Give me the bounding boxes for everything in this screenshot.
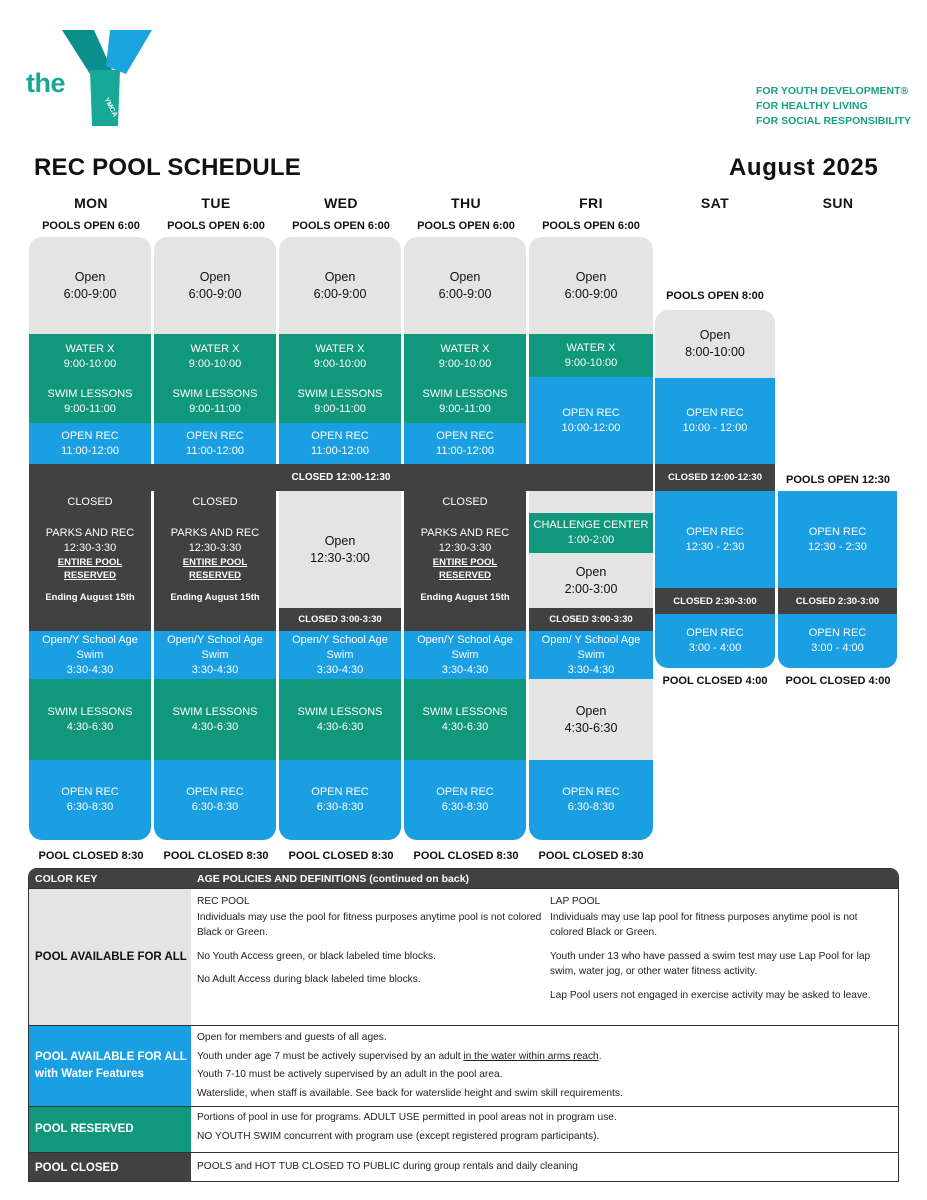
- closed-policy: [197, 1159, 887, 1175]
- block-label: Swim: [451, 648, 479, 661]
- block-closed: [778, 588, 897, 614]
- policy-emphasis: in the water within arms reach: [463, 1050, 599, 1062]
- block-label: SWIM LESSONS: [47, 705, 133, 718]
- block-label: CLOSED 12:00-12:30: [668, 472, 762, 483]
- block-time: 6:30-8:30: [191, 801, 239, 813]
- block-time: 4:30-6:30: [66, 720, 114, 733]
- block-label: SWIM LESSONS: [172, 387, 258, 400]
- block-label: WATER X: [440, 343, 490, 355]
- block-swim-lessons: [279, 380, 401, 423]
- page-title: REC POOL SCHEDULE: [34, 154, 301, 181]
- block-label: PARKS AND REC: [45, 527, 135, 539]
- lap-pool-policy: [550, 894, 892, 1003]
- block-label: OPEN REC: [562, 406, 620, 419]
- water-features-policy: [197, 1030, 887, 1101]
- block-time: 11:00-12:00: [436, 444, 494, 457]
- block-swim-lessons: [404, 679, 526, 760]
- block-closed: [529, 608, 653, 631]
- block-closed-parks: [29, 491, 151, 631]
- block-reserved: RESERVED: [63, 570, 117, 581]
- block-time: 4:30-6:30: [564, 720, 618, 735]
- block-swim-lessons: [404, 380, 526, 423]
- block-time: 6:30-8:30: [316, 801, 364, 813]
- open-note-sun: POOLS OPEN 12:30: [786, 474, 890, 486]
- close-note-mon: POOL CLOSED 8:30: [38, 850, 144, 862]
- block-time: 9:00-11:00: [189, 402, 241, 415]
- block-time: 12:30 - 2:30: [808, 540, 867, 553]
- rec-pool-p3: No Adult Access during black labeled time blocks.: [197, 974, 421, 985]
- block-label: PARKS AND REC: [420, 527, 510, 539]
- block-time: 9:00-10:00: [313, 358, 367, 370]
- block-time: 9:00-10:00: [63, 358, 117, 370]
- logo-ymca-word: YMCA: [102, 96, 119, 119]
- block-time: 3:30-4:30: [441, 663, 489, 676]
- block-open: [529, 237, 653, 334]
- block-time: 12:30-3:30: [188, 542, 242, 554]
- block-closed-label: CLOSED: [442, 496, 488, 508]
- policy-line: NO YOUTH SWIM concurrent with program use (except registered program participants).: [197, 1130, 600, 1142]
- block-water-x: [154, 334, 276, 380]
- rec-pool-policy: [197, 894, 542, 988]
- open-note-thu: POOLS OPEN 6:00: [417, 220, 515, 232]
- block-time: 2:00-3:00: [564, 581, 618, 596]
- block-label: Open/Y School Age: [42, 633, 138, 646]
- block-label: OPEN REC: [808, 627, 867, 639]
- key-label: POOL CLOSED: [35, 1161, 119, 1174]
- block-open-rec: [655, 614, 775, 668]
- block-water-x: [29, 334, 151, 380]
- policy-line: POOLS and HOT TUB CLOSED TO PUBLIC during group rentals and daily cleaning: [197, 1161, 578, 1172]
- block-time: 11:00-12:00: [311, 444, 369, 457]
- day-header-sun: SUN: [822, 195, 854, 211]
- block-label: OPEN REC: [61, 429, 119, 442]
- block-time: 1:00-2:00: [567, 534, 615, 546]
- block-label: SWIM LESSONS: [297, 705, 383, 718]
- block-label: OPEN REC: [808, 525, 867, 538]
- block-time: 4:30-6:30: [316, 720, 364, 733]
- day-column-thu: [404, 237, 526, 840]
- day-header-wed: WED: [324, 195, 358, 211]
- block-time: 9:00-10:00: [188, 358, 242, 370]
- block-open-rec: [404, 423, 526, 464]
- reserved-policy: [197, 1110, 887, 1144]
- block-open-rec: [655, 378, 775, 464]
- block-label: OPEN REC: [686, 525, 744, 538]
- block-water-x: [404, 334, 526, 380]
- block-swim-lessons: [279, 679, 401, 760]
- block-open-rec: [154, 423, 276, 464]
- block-time: 6:30-8:30: [441, 801, 489, 813]
- block-time: 4:30-6:30: [441, 720, 489, 733]
- block-label: OPEN REC: [186, 429, 244, 442]
- color-key-header: [29, 869, 898, 888]
- block-school-age-swim: [279, 631, 401, 679]
- block-closed: [279, 608, 401, 631]
- key-row-available: [29, 888, 898, 1025]
- day-column-tue: [154, 237, 276, 840]
- block-label: Open: [324, 269, 356, 284]
- day-header-sat: SAT: [700, 195, 730, 211]
- block-label: OPEN REC: [311, 429, 369, 442]
- day-column-sat: [655, 310, 775, 668]
- policy-line: Waterslide, when staff is available. See back for waterslide height and swim skill requirements.: [197, 1087, 623, 1099]
- block-time: 6:00-9:00: [438, 286, 492, 301]
- rec-pool-p2: No Youth Access green, or black labeled time blocks.: [197, 950, 436, 962]
- block-label: OPEN REC: [186, 786, 244, 798]
- close-note-fri: POOL CLOSED 8:30: [538, 850, 644, 862]
- block-label: CLOSED 2:30-3:00: [673, 595, 757, 607]
- open-note-wed: POOLS OPEN 6:00: [292, 220, 390, 232]
- block-time: 6:00-9:00: [313, 286, 367, 301]
- open-note-sat: POOLS OPEN 8:00: [666, 290, 764, 302]
- block-ending: Ending August 15th: [420, 592, 510, 603]
- block-label: SWIM LESSONS: [47, 387, 133, 400]
- block-challenge-center: [529, 513, 653, 553]
- block-label: Open: [74, 269, 106, 284]
- policy-line: Portions of pool in use for programs. ADULT USE permitted in pool areas not in program use.: [197, 1112, 617, 1123]
- block-water-x: [529, 334, 653, 377]
- block-label: CHALLENGE CENTER: [533, 519, 649, 531]
- color-key-title: COLOR KEY: [35, 873, 98, 885]
- block-time: 12:30-3:30: [63, 542, 117, 554]
- block-label: OPEN REC: [436, 429, 494, 442]
- closed-midday-bar: [29, 464, 653, 491]
- block-label: OPEN REC: [686, 407, 744, 419]
- logo-the: the: [26, 68, 65, 98]
- block-label: Open: [449, 269, 481, 284]
- lap-pool-p3: Lap Pool users not engaged in exercise activity may be asked to leave.: [550, 989, 871, 1001]
- block-time: 11:00-12:00: [61, 444, 119, 457]
- block-label: SWIM LESSONS: [172, 705, 258, 718]
- block-swim-lessons: [154, 380, 276, 423]
- block-label: OPEN REC: [311, 786, 369, 798]
- block-time: 3:30-4:30: [191, 663, 239, 676]
- block-open-rec: [154, 760, 276, 840]
- block-label: Open/Y School Age: [167, 633, 263, 646]
- block-time: 9:00-11:00: [439, 402, 491, 415]
- close-note-tue: POOL CLOSED 8:30: [163, 850, 269, 862]
- block-time: 3:30-4:30: [66, 663, 114, 676]
- key-row-water-features: [29, 1025, 898, 1106]
- day-header-mon: MON: [74, 195, 108, 211]
- block-open: [529, 679, 653, 760]
- block-label: CLOSED 3:00-3:30: [549, 614, 633, 625]
- block-label: Open/ Y School Age: [541, 633, 641, 646]
- block-time: 6:00-9:00: [63, 286, 117, 301]
- block-label: OPEN REC: [686, 627, 744, 639]
- age-policies-title: AGE POLICIES AND DEFINITIONS (continued on back): [197, 873, 470, 885]
- block-closed: [655, 464, 775, 491]
- block-label: OPEN REC: [436, 786, 494, 798]
- slogan: [756, 84, 911, 129]
- block-school-age-swim: [29, 631, 151, 679]
- lap-pool-p1: Individuals may use lap pool for fitness purposes anytime pool is not colored Black or Green.: [550, 911, 858, 938]
- block-open-rec: [529, 377, 653, 464]
- day-header-tue: TUE: [201, 195, 231, 211]
- block-time: 6:30-8:30: [66, 801, 114, 813]
- block-water-x: [279, 334, 401, 380]
- block-open-rec: [279, 423, 401, 464]
- block-label: Swim: [577, 648, 605, 661]
- block-open-rec: [778, 491, 897, 588]
- policy-line: [197, 1049, 887, 1065]
- day-column-mon: [29, 237, 151, 840]
- key-label: POOL RESERVED: [35, 1123, 134, 1135]
- block-time: 9:00-10:00: [564, 356, 618, 369]
- block-label: PARKS AND REC: [170, 527, 260, 539]
- block-closed-parks: [154, 491, 276, 631]
- key-swatch-open: [29, 889, 191, 1025]
- block-open: [529, 491, 653, 513]
- block-time: 6:00-9:00: [188, 286, 242, 301]
- block-label: CLOSED 3:00-3:30: [298, 614, 382, 625]
- slogan-line-3: FOR SOCIAL RESPONSIBILITY: [756, 115, 911, 127]
- block-open: [154, 237, 276, 334]
- block-closed-label: CLOSED: [67, 496, 113, 508]
- block-time: 12:30-3:00: [310, 550, 370, 565]
- close-note-thu: POOL CLOSED 8:30: [413, 850, 519, 862]
- policy-line: Open for members and guests of all ages.: [197, 1032, 387, 1043]
- block-time: 6:00-9:00: [564, 286, 618, 301]
- day-column-fri: [529, 237, 653, 840]
- block-label: SWIM LESSONS: [297, 387, 383, 400]
- block-open: [529, 553, 653, 608]
- block-label: Open/Y School Age: [292, 633, 388, 646]
- block-open-rec: [655, 491, 775, 588]
- block-open-rec: [279, 760, 401, 840]
- block-label: Open: [699, 328, 731, 342]
- block-open-rec: [29, 760, 151, 840]
- block-label: WATER X: [190, 343, 240, 355]
- key-label: POOL AVAILABLE FOR ALL: [35, 950, 187, 963]
- block-label: Swim: [326, 648, 354, 661]
- block-label: Open: [575, 703, 607, 718]
- block-label: Swim: [76, 648, 104, 661]
- block-label: WATER X: [315, 343, 365, 355]
- block-ending: Ending August 15th: [45, 592, 135, 603]
- block-label: WATER X: [65, 343, 115, 355]
- block-label: SWIM LESSONS: [422, 387, 508, 400]
- block-open: [404, 237, 526, 334]
- closed-midday-label: CLOSED 12:00-12:30: [291, 472, 391, 483]
- block-school-age-swim: [529, 631, 653, 679]
- policy-line: Youth 7-10 must be actively supervised by an adult in the pool area.: [197, 1069, 503, 1080]
- block-label: Open: [575, 564, 607, 579]
- block-label: Open/Y School Age: [417, 633, 513, 646]
- block-reserved: ENTIRE POOL: [182, 557, 248, 568]
- open-note-mon: POOLS OPEN 6:00: [42, 220, 140, 232]
- block-time: 11:00-12:00: [186, 444, 244, 457]
- block-ending: Ending August 15th: [170, 592, 260, 603]
- block-closed-parks: [404, 491, 526, 631]
- block-time: 6:30-8:30: [567, 801, 615, 813]
- block-school-age-swim: [154, 631, 276, 679]
- key-row-closed: [29, 1152, 898, 1182]
- block-label: WATER X: [566, 341, 616, 354]
- block-open-rec: [778, 614, 897, 668]
- policy-text: .: [598, 1050, 602, 1062]
- block-school-age-swim: [404, 631, 526, 679]
- block-closed: [655, 588, 775, 614]
- policy-text: Youth under age 7 must be actively supervised by an adult: [197, 1050, 464, 1062]
- day-column-wed: [279, 237, 401, 840]
- block-open-rec: [404, 760, 526, 840]
- close-note-sat: POOL CLOSED 4:00: [662, 675, 768, 687]
- block-time: 10:00-12:00: [561, 421, 621, 434]
- key-swatch-features: [29, 1026, 191, 1106]
- rec-pool-title: REC POOL: [197, 896, 250, 907]
- block-open-rec: [29, 423, 151, 464]
- block-time: 3:00 - 4:00: [811, 642, 864, 654]
- block-reserved: ENTIRE POOL: [57, 557, 123, 568]
- lap-pool-p2: Youth under 13 who have passed a swim test may use Lap Pool for lap swim, water jog, or other water fitness activity.: [550, 950, 871, 977]
- block-open: [279, 237, 401, 334]
- block-label: Open: [199, 269, 231, 284]
- block-label: CLOSED 2:30-3:00: [795, 595, 880, 607]
- open-note-fri: POOLS OPEN 6:00: [542, 220, 640, 232]
- block-time: 9:00-11:00: [64, 402, 116, 415]
- block-open: [29, 237, 151, 334]
- color-key-table: [28, 868, 899, 1182]
- block-open-rec: [529, 760, 653, 840]
- rec-pool-p1: Individuals may use the pool for fitness purposes anytime pool is not colored Black or Green.: [197, 911, 542, 938]
- block-reserved: RESERVED: [188, 570, 242, 581]
- block-closed-label: CLOSED: [192, 496, 238, 508]
- ymca-logo-icon: [56, 26, 156, 130]
- block-swim-lessons: [29, 380, 151, 423]
- block-open: [279, 491, 401, 608]
- block-time: 8:00-10:00: [685, 345, 745, 359]
- day-header-thu: THU: [451, 195, 481, 211]
- day-header-fri: FRI: [579, 195, 603, 211]
- block-label: Open: [324, 533, 356, 548]
- block-label: Open: [575, 269, 607, 284]
- lap-pool-title: LAP POOL: [550, 896, 601, 907]
- block-label: SWIM LESSONS: [422, 705, 508, 718]
- close-note-sun: POOL CLOSED 4:00: [785, 675, 891, 687]
- block-reserved: ENTIRE POOL: [432, 557, 498, 568]
- close-note-wed: POOL CLOSED 8:30: [288, 850, 394, 862]
- block-time: 3:30-4:30: [567, 663, 615, 676]
- day-column-sun: [778, 491, 897, 668]
- block-label: OPEN REC: [61, 786, 119, 798]
- block-swim-lessons: [29, 679, 151, 760]
- key-row-reserved: [29, 1106, 898, 1152]
- key-swatch-closed: [29, 1153, 191, 1182]
- block-label: Swim: [201, 648, 229, 661]
- block-time: 12:30 - 2:30: [685, 540, 745, 553]
- schedule-month: August 2025: [729, 154, 879, 181]
- open-note-tue: POOLS OPEN 6:00: [167, 220, 265, 232]
- block-time: 4:30-6:30: [191, 720, 239, 733]
- block-time: 9:00-11:00: [314, 402, 366, 415]
- block-reserved: RESERVED: [438, 570, 492, 581]
- block-time: 9:00-10:00: [438, 358, 492, 370]
- slogan-line-2: FOR HEALTHY LIVING: [756, 100, 868, 112]
- key-swatch-reserved: [29, 1107, 191, 1152]
- key-label: POOL AVAILABLE FOR ALL with Water Features: [35, 1051, 187, 1080]
- block-swim-lessons: [154, 679, 276, 760]
- block-time: 10:00 - 12:00: [682, 422, 748, 434]
- block-time: 3:30-4:30: [316, 663, 364, 676]
- slogan-line-1: FOR YOUTH DEVELOPMENT®: [756, 85, 909, 97]
- block-time: 12:30-3:30: [438, 542, 492, 554]
- block-open: [655, 310, 775, 378]
- block-time: 3:00 - 4:00: [688, 642, 742, 654]
- block-label: OPEN REC: [562, 786, 620, 798]
